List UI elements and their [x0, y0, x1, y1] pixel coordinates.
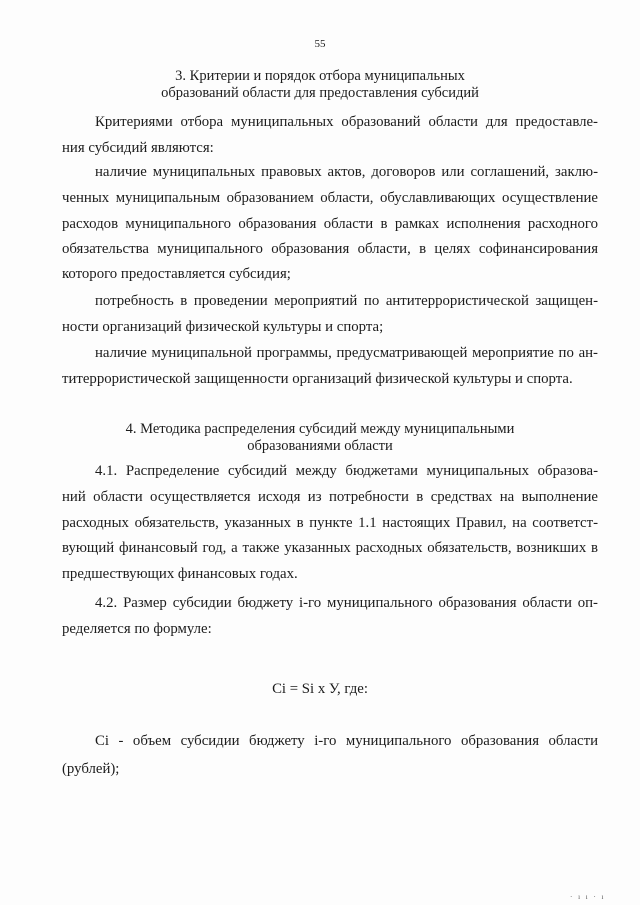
paragraph-line: наличие муниципальной программы, предусматривающей мероприятие по ан-	[95, 345, 598, 361]
paragraph-line: расходов муниципального образования области в рамках исполнения расходного	[62, 216, 598, 232]
section-3-heading-line: образований области для предоставления субсидий	[161, 85, 479, 101]
definition-line: (рублей);	[62, 761, 120, 777]
paragraph-line: ности организаций физической культуры и спорта;	[62, 319, 384, 335]
paragraph-line: ченных муниципальным образованием области, обуславливающих осуществление	[62, 190, 598, 206]
paragraph-line: 4.2. Размер субсидии бюджету i-го муниципального образования области оп-	[95, 595, 598, 611]
paragraph-line: титеррористической защищенности организаций физической культуры и спорта.	[62, 371, 573, 387]
paragraph-line: обязательства муниципального образования области, в целях софинансирования	[62, 241, 598, 257]
paragraph-line: расходных обязательств, указанных в пункте 1.1 настоящих Правил, на соответст-	[62, 515, 598, 531]
section-4-heading	[0, 421, 640, 455]
paragraph-line: вующий финансовый год, а также указанных расходных обязательств, возникших в	[62, 540, 598, 556]
scan-marks: · ı ı · ı	[570, 893, 606, 901]
paragraph-line: ний области осуществляется исходя из потребности в средствах на выполнение	[62, 489, 598, 505]
section-3-heading	[0, 68, 640, 102]
section-4-heading-line: 4. Методика распределения субсидий между муниципальными	[125, 421, 515, 437]
paragraph-line: которого предоставляется субсидия;	[62, 266, 291, 282]
paragraph-line: наличие муниципальных правовых актов, договоров или соглашений, заклю-	[95, 164, 598, 180]
paragraph-line: потребность в проведении мероприятий по антитеррористической защищен-	[95, 293, 598, 309]
paragraph-line: ния субсидий являются:	[62, 140, 214, 156]
page-number: 55	[314, 38, 326, 50]
paragraph-line: 4.1. Распределение субсидий между бюджетами муниципальных образова-	[95, 463, 598, 479]
paragraph-line: ределяется по формуле:	[62, 621, 212, 637]
paragraph-line: Критериями отбора муниципальных образований области для предоставле-	[95, 114, 598, 130]
section-3-heading-line: 3. Критерии и порядок отбора муниципальных	[175, 68, 465, 84]
definition-line: Ci - объем субсидии бюджету i-го муниципального образования области	[95, 733, 598, 749]
section-4-heading-line: образованиями области	[247, 438, 393, 454]
paragraph-line: предшествующих финансовых годах.	[62, 566, 298, 582]
formula: Ci = Si x У, где:	[272, 681, 368, 697]
